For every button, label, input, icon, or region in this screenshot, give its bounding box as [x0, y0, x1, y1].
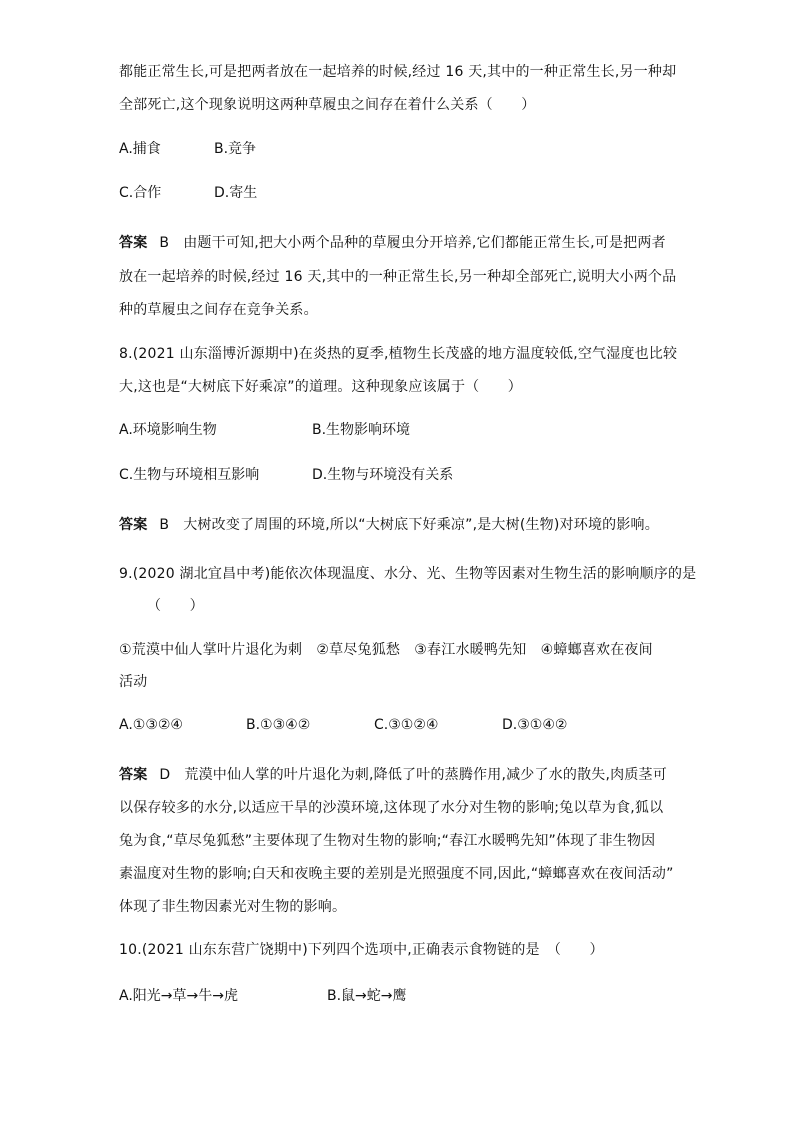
- q9-stem-line: 9.(2020 湖北宜昌中考)能依次体现温度、水分、光、生物等因素对生物生活的影响顺序的是: [119, 566, 697, 582]
- q10-option-b: B.鼠→蛇→鹰: [327, 988, 407, 1004]
- answer-label: 答案: [119, 235, 148, 251]
- q7-stem-line: 都能正常生长,可是把两者放在一起培养的时候,经过 16 天,其中的一种正常生长,另一种却: [119, 64, 677, 80]
- q9-explanation-line: 以保存较多的水分,以适应干旱的沙漠环境,这体现了水分对生物的影响;兔以草为食,狐以: [119, 800, 664, 816]
- q9-explanation-line: 体现了非生物因素光对生物的影响。: [119, 899, 347, 915]
- q8-explanation: 大树改变了周围的环境,所以“大树底下好乘凉”,是大树(生物)对环境的影响。: [183, 517, 659, 533]
- q9-answer: [119, 765, 689, 785]
- q7-stem-line: 全部死亡,这个现象说明这两种草履虫之间存在着什么关系（ ）: [119, 97, 536, 113]
- q9-option-d: D.③①④②: [502, 717, 568, 733]
- q7-option-a: A.捕食: [119, 141, 161, 157]
- q8-answer: [119, 515, 689, 535]
- q9-explanation-line: 兔为食,“草尽兔狐愁”主要体现了生物对生物的影响;“春江水暖鸭先知”体现了非生物因: [119, 833, 656, 849]
- q9-option-a: A.①③②④: [119, 717, 183, 733]
- q7-explanation-line: 种的草履虫之间存在竞争关系。: [119, 302, 318, 318]
- q9-explanation-line: 素温度对生物的影响;白天和夜晚主要的差别是光照强度不同,因此,“蟑螂喜欢在夜间活动”: [119, 866, 674, 882]
- q7-explanation-line: 放在一起培养的时候,经过 16 天,其中的一种正常生长,另一种却全部死亡,说明大小两个品: [119, 269, 677, 285]
- q9-explanation: 荒漠中仙人掌的叶片退化为刺,降低了叶的蒸腾作用,减少了水的散失,肉质茎可: [184, 767, 667, 783]
- answer-letter: D: [159, 767, 171, 783]
- q7-option-c: C.合作: [119, 185, 162, 201]
- q9-option-b: B.①③④②: [246, 717, 311, 733]
- q8-option-d: D.生物与环境没有关系: [312, 467, 454, 483]
- q7-answer: [119, 233, 689, 253]
- q7-option-b: B.竞争: [214, 141, 257, 157]
- q7-explanation: 由题干可知,把大小两个品种的草履虫分开培养,它们都能正常生长,可是把两者: [183, 235, 666, 251]
- q8-option-a: A.环境影响生物: [119, 422, 217, 438]
- q9-items-line: 活动: [119, 674, 148, 690]
- q9-option-c: C.③①②④: [374, 717, 439, 733]
- q10-stem-line: 10.(2021 山东东营广饶期中)下列四个选项中,正确表示食物链的是 （ ）: [119, 942, 604, 958]
- answer-letter: B: [159, 517, 170, 533]
- q8-option-c: C.生物与环境相互影响: [119, 467, 260, 483]
- q8-option-b: B.生物影响环境: [312, 422, 411, 438]
- answer-label: 答案: [119, 517, 148, 533]
- answer-letter: B: [159, 235, 170, 251]
- q9-stem-line: （ ）: [147, 598, 204, 614]
- q8-stem-line: 8.(2021 山东淄博沂源期中)在炎热的夏季,植物生长茂盛的地方温度较低,空气湿度也比较: [119, 346, 678, 362]
- q7-option-d: D.寄生: [214, 185, 258, 201]
- q10-option-a: A.阳光→草→牛→虎: [119, 988, 238, 1004]
- answer-label: 答案: [119, 767, 148, 783]
- q9-items-line: ①荒漠中仙人掌叶片退化为刺 ②草尽兔狐愁 ③春江水暖鸭先知 ④蟑螂喜欢在夜间: [119, 642, 653, 658]
- q8-stem-line: 大,这也是“大树底下好乘凉”的道理。这种现象应该属于（ ）: [119, 379, 522, 395]
